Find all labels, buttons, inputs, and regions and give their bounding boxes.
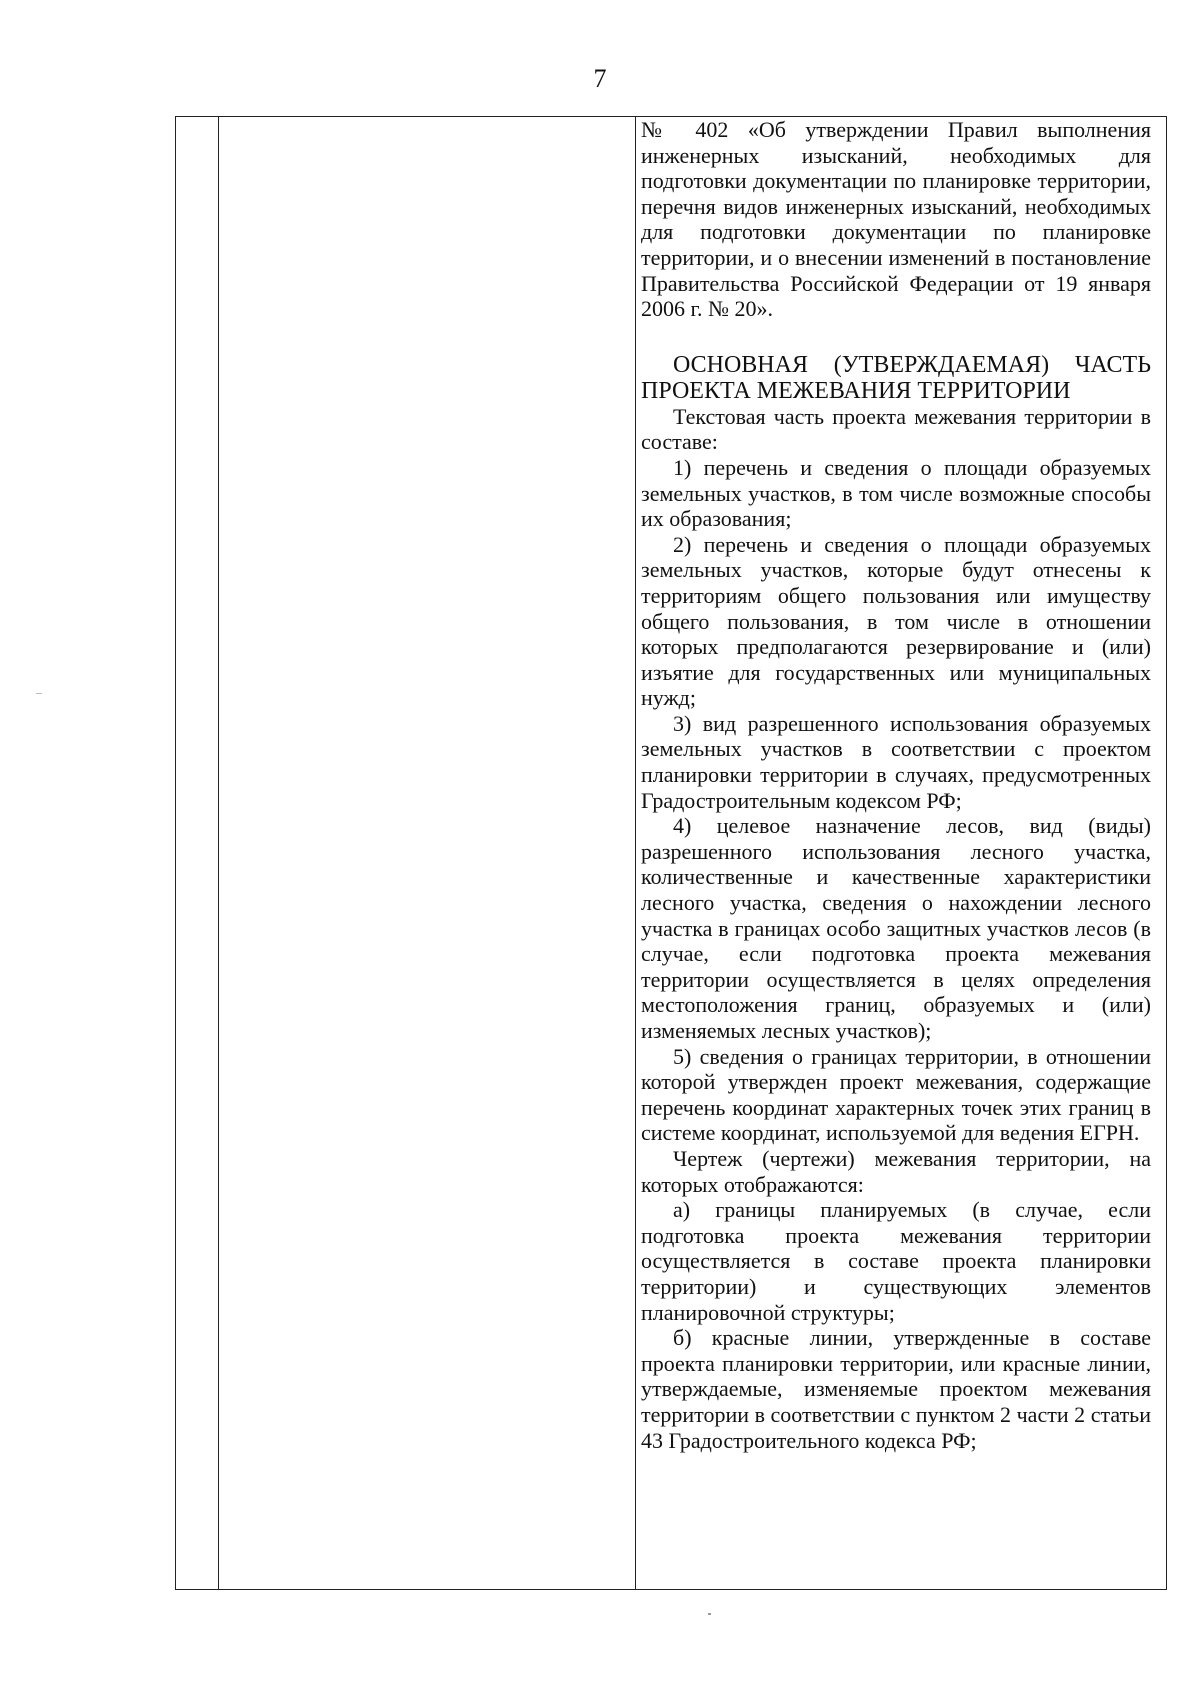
scan-mark bbox=[708, 1613, 711, 1615]
document-table bbox=[175, 116, 1167, 1590]
list-item: 5) сведения о границах территории, в отношении которой утвержден проект межевания, содержащие перечень координат характерных точек этих границ в системе координат, используемой для ведения ЕГРН. bbox=[641, 1043, 1151, 1146]
column-divider bbox=[218, 117, 219, 1589]
column-divider bbox=[635, 117, 636, 1589]
drawing-list-item: а) границы планируемых (в случае, если подготовка проекта межевания территории осуществляется в составе проекта планировки территории) и существующих элементов планировочной структуры; bbox=[641, 1197, 1151, 1325]
intro-paragraph: № 402 «Об утверждении Правил выполнения инженерных изысканий, необходимых для подготовки документации по планировке территории, перечня видов инженерных изысканий, необходимых для подготовки документации по планировке территории, и о внесении изменений в постановление Правительства Российской Федерации от 19 января 2006 г. № 20». bbox=[641, 117, 1151, 322]
drawing-list-item: б) красные линии, утвержденные в составе проекта планировки территории, или красные линии, утверждаемые, изменяемые проектом межевания территории в соответствии с пунктом 2 части 2 статьи 43 Градостроительного кодекса РФ; bbox=[641, 1325, 1151, 1453]
scan-mark bbox=[36, 693, 42, 694]
text-part-intro: Текстовая часть проекта межевания территории в составе: bbox=[641, 403, 1151, 455]
list-item: 2) перечень и сведения о площади образуемых земельных участков, которые будут отнесены к территориям общего пользования или имуществу общего пользования, в том числе в отношении которых предполагаются резервирование и (или) изъятие для государственных или муниципальных нужд; bbox=[641, 531, 1151, 711]
table-cell-text bbox=[641, 117, 1151, 1453]
section-heading: ОСНОВНАЯ (УТВЕРЖДАЕМАЯ) ЧАСТЬ ПРОЕКТА МЕЖЕВАНИЯ ТЕРРИТОРИИ bbox=[641, 351, 1151, 404]
page-number: 7 bbox=[593, 64, 607, 93]
list-item: 1) перечень и сведения о площади образуемых земельных участков, в том числе возможные способы их образования; bbox=[641, 454, 1151, 532]
drawing-intro: Чертеж (чертежи) межевания территории, на которых отображаются: bbox=[641, 1145, 1151, 1197]
list-item: 4) целевое назначение лесов, вид (виды) разрешенного использования лесного участка, количественные и качественные характеристики лесного участка, сведения о нахождении лесного участка в границах особо защитных участков лесов (в случае, если подготовка проекта межевания территории осуществляется в целях определения местоположения границ, образуемых и (или) изменяемых лесных участков); bbox=[641, 813, 1151, 1043]
list-item: 3) вид разрешенного использования образуемых земельных участков в соответствии с проектом планировки территории в случаях, предусмотренных Градостроительным кодексом РФ; bbox=[641, 710, 1151, 813]
